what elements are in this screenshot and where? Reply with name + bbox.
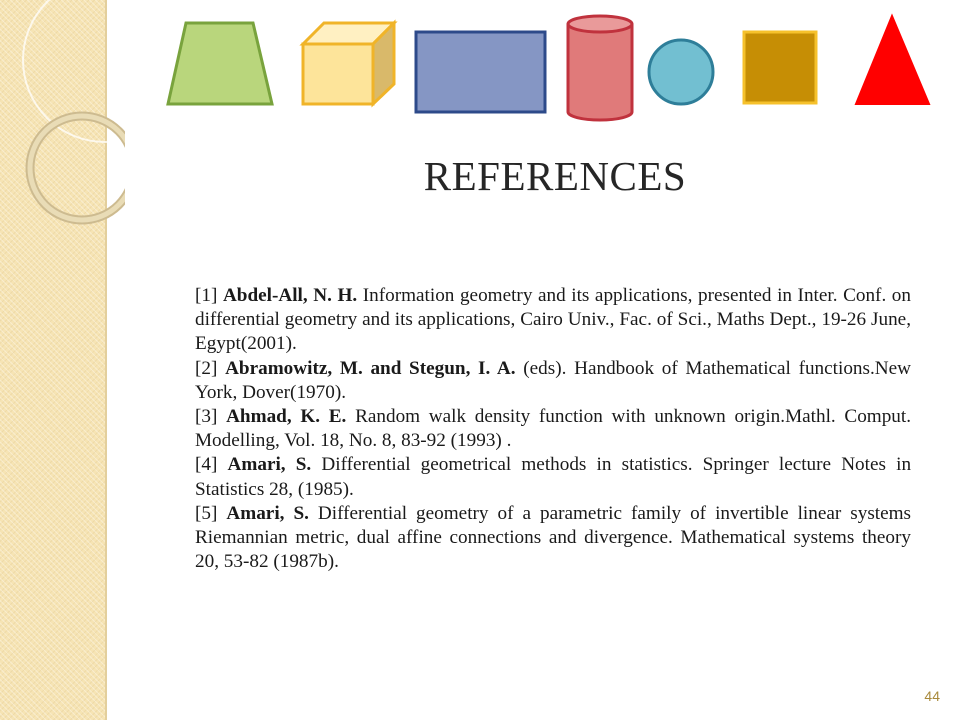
reference-item (195, 357, 911, 405)
reference-authors: Abdel-All, N. H. (222, 285, 358, 306)
reference-item (195, 502, 911, 575)
reference-authors: Ahmad, K. E. (226, 406, 347, 428)
page-number: 44 (924, 688, 940, 704)
reference-number: [5] (195, 502, 218, 524)
reference-authors: Amari, S. (227, 454, 312, 476)
reference-number: [2] (195, 357, 218, 379)
reference-text: Information geometry and its applications, presented in Inter. Conf. on differential geometry and its applications, Cairo Univ., Fac. of Sci., Maths Dept., 19-26 June, Egypt(2001). (195, 285, 911, 355)
rectangle-shape (416, 32, 545, 112)
reference-text: (eds). Handbook of Mathematical functions.New York, Dover(1970). (195, 357, 912, 403)
square-shape (744, 32, 816, 103)
triangle-shape (856, 16, 929, 104)
reference-authors: Abramowitz, M. and Stegun, I. A. (225, 357, 516, 379)
cylinder-shape (568, 16, 632, 120)
slide-title: REFERENCES (423, 153, 687, 199)
reference-item (195, 453, 911, 501)
trapezoid-shape (168, 23, 272, 104)
reference-text: Differential geometrical methods in statistics. Springer lecture Notes in Statistics 28, (1985). (195, 454, 912, 500)
reference-number: [1] (195, 285, 218, 306)
reference-text: Random walk density function with unknown origin.Mathl. Comput. Modelling, Vol. 18, No. 8, 83-92 (1993) . (195, 406, 912, 452)
cube-shape (303, 23, 394, 104)
circle-shape (649, 40, 713, 104)
references-list (195, 284, 911, 574)
reference-item (195, 284, 911, 357)
reference-authors: Amari, S. (226, 502, 309, 524)
reference-item (195, 405, 911, 453)
reference-number: [4] (195, 454, 218, 476)
decorative-shapes-row (0, 0, 960, 130)
reference-number: [3] (195, 406, 218, 428)
reference-text: Differential geometry of a parametric family of invertible linear systems Riemannian metric, dual affine connections and divergence. Mathematical systems theory 20, 53-82 (1987b). (195, 502, 912, 573)
